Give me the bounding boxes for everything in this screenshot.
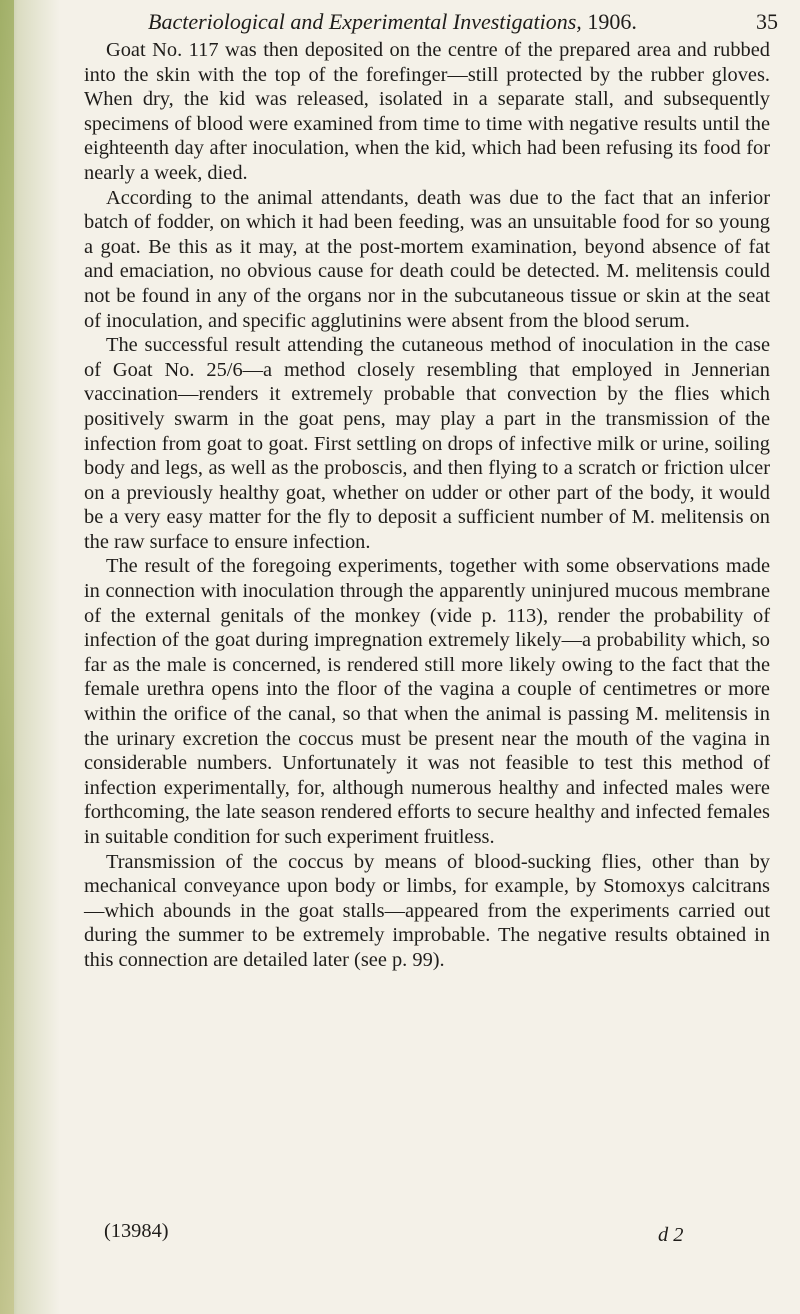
body-text <box>84 38 770 973</box>
running-header <box>148 2 778 42</box>
paragraph-4: The result of the foregoing experiments, together with some observations made in connection with inoculation through the apparently uninjured mucous membrane of the external genitals of the monkey (vide p. 113), render the probability of infection of the goat during impregnation extremely likely—a probability which, so far as the male is concerned, is rendered still more likely owing to the fact that the female urethra opens into the floor of the vagina a couple of centimetres or more within the orifice of the canal, so that when the animal is passing M. melitensis in the urinary excretion the coccus must be present near the mouth of the vagina in considerable numbers. Unfortunately it was not feasible to test this method of infection experimentally, for, although numerous healthy and infected males were forthcoming, the late season rendered efforts to secure healthy and infected females in suitable condition for such experiment fruitless. <box>84 555 770 848</box>
running-title <box>148 2 637 42</box>
running-title-text: Bacteriological and Experimental Investigations, <box>148 9 582 34</box>
signature-mark: d 2 <box>658 1224 684 1246</box>
page-footer <box>104 1216 770 1246</box>
page-number: 35 <box>756 9 778 34</box>
paragraph-2: According to the animal attendants, death was due to the fact that an inferior batch of fodder, on which it had been feeding, was an unsuitable food for so young a goat. Be this as it may, at the post-mortem examination, beyond absence of fat and emaciation, no obvious cause for death could be detected. M. melitensis could not be found in any of the organs nor in the subcutaneous tissue or skin at the seat of inoculation, and specific agglutinins were absent from the blood serum. <box>84 186 770 332</box>
paragraph-3: The successful result attending the cutaneous method of inoculation in the case of Goat No. 25/6—a method closely resembling that employed in Jennerian vaccination—renders it extremely probable that convection by the flies which positively swarm in the goat pens, may play a part in the transmission of the infection from goat to goat. First settling on drops of infective milk or urine, soiling body and legs, as well as the proboscis, and then flying to a scratch or friction ulcer on a previously healthy goat, whether on udder or other part of the body, it would be a very easy matter for the fly to deposit a sufficient number of M. melitensis on the raw surface to ensure infection. <box>84 334 770 553</box>
running-title-year: 1906. <box>587 9 637 34</box>
paragraph-5: Transmission of the coccus by means of blood-sucking flies, other than by mechanical conveyance upon body or limbs, for example, by Stomoxys calcitrans—which abounds in the goat stalls—appeared from the experiments carried out during the summer to be extremely improbable. The negative results obtained in this connection are detailed later (see p. 99). <box>84 850 770 971</box>
print-code: (13984) <box>104 1220 169 1242</box>
page-gutter-shadow <box>0 0 14 1314</box>
paragraph-1: Goat No. 117 was then deposited on the centre of the prepared area and rubbed into the skin with the top of the forefinger—still protected by the rubber gloves. When dry, the kid was released, isolated in a separate stall, and subsequently specimens of blood were examined from time to time with negative results until the eighteenth day after inoculation, when the kid, which had been refusing its food for nearly a week, died. <box>84 39 770 184</box>
